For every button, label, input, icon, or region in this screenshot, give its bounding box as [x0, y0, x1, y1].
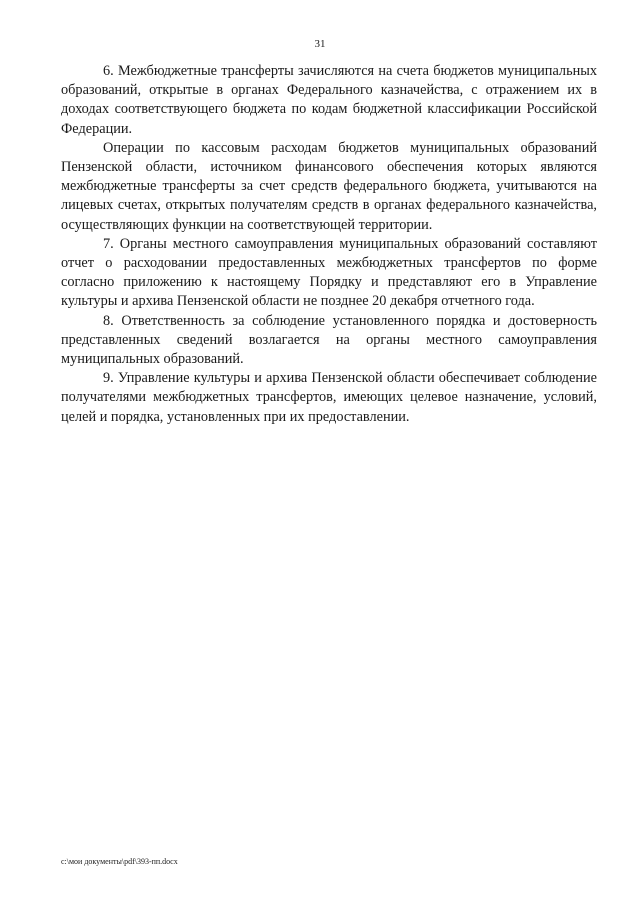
paragraph-9-control: 9. Управление культуры и архива Пензенской области обеспечивает соблюдение получателями межбюджетных трансфертов, имеющих целевое назначение, условий, целей и порядка, установленных при их предоставлении. — [61, 370, 597, 425]
document-body — [61, 62, 597, 427]
paragraph-8-responsibility: 8. Ответственность за соблюдение установленного порядка и достоверность представленных сведений возлагается на органы местного самоуправления муниципальных образований. — [61, 312, 597, 368]
footer-file-path: c:\мои документы\pdf\393-пп.docx — [61, 857, 178, 866]
paragraph-6-transfers: 6. Межбюджетные трансферты зачисляются на счета бюджетов муниципальных образований, открытые в органах Федерального казначейства, с отражением их в доходах соответствующего бюджета по кодам бюджетной классификации Российской Федерации. — [61, 63, 597, 137]
paragraph-cash-operations: Операции по кассовым расходам бюджетов муниципальных образований Пензенской области, источником финансового обеспечения которых являются межбюджетные трансферты за счет средств федерального бюджета, учитываются на лицевых счетах, открытых получателям средств в органах федерального казначейства, осуществляющих функции на соответствующей территории. — [61, 139, 597, 233]
page-number: 31 — [314, 38, 326, 50]
paragraph-7-report: 7. Органы местного самоуправления муниципальных образований составляют отчет о расходовании предоставленных межбюджетных трансфертов по форме согласно приложению к настоящему Порядку и представляют его в Управление культуры и архива Пензенской области не позднее 20 декабря отчетного года. — [61, 235, 597, 310]
